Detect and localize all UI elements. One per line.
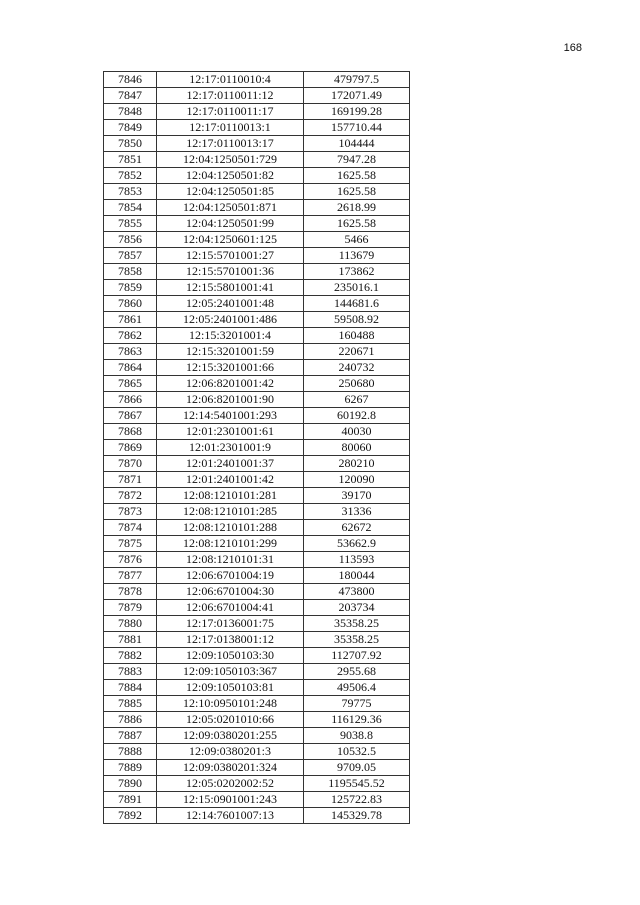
row-number-cell: 7887 [104, 728, 157, 744]
value-cell: 49506.4 [304, 680, 410, 696]
table-row [104, 616, 410, 632]
table-row [104, 456, 410, 472]
table-body [104, 72, 410, 824]
value-cell: 180044 [304, 568, 410, 584]
value-cell: 1195545.52 [304, 776, 410, 792]
value-cell: 113593 [304, 552, 410, 568]
cadastral-number-cell: 12:09:1050103:30 [157, 648, 304, 664]
table-row [104, 760, 410, 776]
value-cell: 2955.68 [304, 664, 410, 680]
table-row [104, 568, 410, 584]
row-number-cell: 7862 [104, 328, 157, 344]
table-row [104, 408, 410, 424]
row-number-cell: 7875 [104, 536, 157, 552]
row-number-cell: 7890 [104, 776, 157, 792]
cadastral-number-cell: 12:01:2301001:61 [157, 424, 304, 440]
cadastral-number-cell: 12:08:1210101:299 [157, 536, 304, 552]
value-cell: 145329.78 [304, 808, 410, 824]
value-cell: 112707.92 [304, 648, 410, 664]
row-number-cell: 7847 [104, 88, 157, 104]
table-row [104, 424, 410, 440]
cadastral-number-cell: 12:15:5701001:27 [157, 248, 304, 264]
row-number-cell: 7860 [104, 296, 157, 312]
row-number-cell: 7851 [104, 152, 157, 168]
cadastral-number-cell: 12:04:1250501:729 [157, 152, 304, 168]
cadastral-number-cell: 12:09:1050103:81 [157, 680, 304, 696]
cadastral-number-cell: 12:08:1210101:281 [157, 488, 304, 504]
table-row [104, 728, 410, 744]
table-row [104, 296, 410, 312]
row-number-cell: 7857 [104, 248, 157, 264]
cadastral-number-cell: 12:06:8201001:90 [157, 392, 304, 408]
row-number-cell: 7886 [104, 712, 157, 728]
table-row [104, 232, 410, 248]
value-cell: 125722.83 [304, 792, 410, 808]
table-row [104, 392, 410, 408]
cadastral-number-cell: 12:09:0380201:255 [157, 728, 304, 744]
table-row [104, 792, 410, 808]
cadastral-number-cell: 12:04:1250501:82 [157, 168, 304, 184]
row-number-cell: 7892 [104, 808, 157, 824]
table-row [104, 680, 410, 696]
cadastral-number-cell: 12:15:5801001:41 [157, 280, 304, 296]
value-cell: 144681.6 [304, 296, 410, 312]
value-cell: 31336 [304, 504, 410, 520]
row-number-cell: 7871 [104, 472, 157, 488]
value-cell: 104444 [304, 136, 410, 152]
value-cell: 10532.5 [304, 744, 410, 760]
row-number-cell: 7873 [104, 504, 157, 520]
value-cell: 172071.49 [304, 88, 410, 104]
value-cell: 120090 [304, 472, 410, 488]
value-cell: 9709.05 [304, 760, 410, 776]
table-row [104, 776, 410, 792]
cadastral-number-cell: 12:15:5701001:36 [157, 264, 304, 280]
cadastral-number-cell: 12:01:2401001:37 [157, 456, 304, 472]
cadastral-number-cell: 12:17:0110011:12 [157, 88, 304, 104]
cadastral-number-cell: 12:15:3201001:66 [157, 360, 304, 376]
table-row [104, 280, 410, 296]
row-number-cell: 7867 [104, 408, 157, 424]
row-number-cell: 7852 [104, 168, 157, 184]
row-number-cell: 7881 [104, 632, 157, 648]
table-row [104, 808, 410, 824]
value-cell: 1625.58 [304, 184, 410, 200]
row-number-cell: 7880 [104, 616, 157, 632]
cadastral-number-cell: 12:09:1050103:367 [157, 664, 304, 680]
value-cell: 80060 [304, 440, 410, 456]
cadastral-number-cell: 12:09:0380201:3 [157, 744, 304, 760]
value-cell: 160488 [304, 328, 410, 344]
value-cell: 157710.44 [304, 120, 410, 136]
row-number-cell: 7888 [104, 744, 157, 760]
cadastral-number-cell: 12:05:2401001:48 [157, 296, 304, 312]
row-number-cell: 7889 [104, 760, 157, 776]
row-number-cell: 7879 [104, 600, 157, 616]
cadastral-number-cell: 12:17:0138001:12 [157, 632, 304, 648]
value-cell: 473800 [304, 584, 410, 600]
page-number: 168 [563, 42, 582, 54]
row-number-cell: 7864 [104, 360, 157, 376]
cadastral-number-cell: 12:09:0380201:324 [157, 760, 304, 776]
row-number-cell: 7850 [104, 136, 157, 152]
cadastral-number-cell: 12:15:3201001:4 [157, 328, 304, 344]
cadastral-number-cell: 12:04:1250501:85 [157, 184, 304, 200]
cadastral-number-cell: 12:04:1250501:99 [157, 216, 304, 232]
value-cell: 35358.25 [304, 632, 410, 648]
table-row [104, 184, 410, 200]
table-row [104, 648, 410, 664]
row-number-cell: 7861 [104, 312, 157, 328]
cadastral-number-cell: 12:08:1210101:288 [157, 520, 304, 536]
table-row [104, 440, 410, 456]
value-cell: 235016.1 [304, 280, 410, 296]
table-row [104, 696, 410, 712]
cadastral-number-cell: 12:06:6701004:19 [157, 568, 304, 584]
value-cell: 113679 [304, 248, 410, 264]
table-row [104, 344, 410, 360]
cadastral-number-cell: 12:08:1210101:285 [157, 504, 304, 520]
value-cell: 59508.92 [304, 312, 410, 328]
value-cell: 220671 [304, 344, 410, 360]
value-cell: 116129.36 [304, 712, 410, 728]
value-cell: 173862 [304, 264, 410, 280]
row-number-cell: 7849 [104, 120, 157, 136]
row-number-cell: 7853 [104, 184, 157, 200]
row-number-cell: 7856 [104, 232, 157, 248]
cadastral-number-cell: 12:01:2301001:9 [157, 440, 304, 456]
cadastral-number-cell: 12:08:1210101:31 [157, 552, 304, 568]
row-number-cell: 7877 [104, 568, 157, 584]
row-number-cell: 7883 [104, 664, 157, 680]
cadastral-number-cell: 12:06:6701004:30 [157, 584, 304, 600]
value-cell: 2618.99 [304, 200, 410, 216]
row-number-cell: 7848 [104, 104, 157, 120]
table-row [104, 360, 410, 376]
table-row [104, 472, 410, 488]
table-row [104, 584, 410, 600]
row-number-cell: 7858 [104, 264, 157, 280]
value-cell: 9038.8 [304, 728, 410, 744]
table-row [104, 152, 410, 168]
value-cell: 1625.58 [304, 216, 410, 232]
value-cell: 6267 [304, 392, 410, 408]
cadastral-number-cell: 12:15:0901001:243 [157, 792, 304, 808]
cadastral-number-cell: 12:05:0202002:52 [157, 776, 304, 792]
cadastral-number-cell: 12:05:0201010:66 [157, 712, 304, 728]
value-cell: 203734 [304, 600, 410, 616]
value-cell: 240732 [304, 360, 410, 376]
row-number-cell: 7870 [104, 456, 157, 472]
table-row [104, 120, 410, 136]
cadastral-number-cell: 12:17:0110013:17 [157, 136, 304, 152]
row-number-cell: 7866 [104, 392, 157, 408]
table-row [104, 376, 410, 392]
row-number-cell: 7884 [104, 680, 157, 696]
value-cell: 40030 [304, 424, 410, 440]
value-cell: 79775 [304, 696, 410, 712]
table-row [104, 216, 410, 232]
value-cell: 250680 [304, 376, 410, 392]
table-row [104, 664, 410, 680]
table-row [104, 72, 410, 88]
value-cell: 169199.28 [304, 104, 410, 120]
value-cell: 39170 [304, 488, 410, 504]
cadastral-number-cell: 12:04:1250601:125 [157, 232, 304, 248]
table-row [104, 168, 410, 184]
cadastral-number-cell: 12:17:0110010:4 [157, 72, 304, 88]
table-row [104, 488, 410, 504]
row-number-cell: 7874 [104, 520, 157, 536]
table-row [104, 504, 410, 520]
table-row [104, 88, 410, 104]
row-number-cell: 7882 [104, 648, 157, 664]
value-cell: 60192.8 [304, 408, 410, 424]
row-number-cell: 7859 [104, 280, 157, 296]
row-number-cell: 7885 [104, 696, 157, 712]
table-row [104, 552, 410, 568]
value-cell: 62672 [304, 520, 410, 536]
table-row [104, 744, 410, 760]
cadastral-number-cell: 12:04:1250501:871 [157, 200, 304, 216]
cadastral-number-cell: 12:14:5401001:293 [157, 408, 304, 424]
row-number-cell: 7863 [104, 344, 157, 360]
cadastral-number-cell: 12:17:0110013:1 [157, 120, 304, 136]
row-number-cell: 7878 [104, 584, 157, 600]
table-row [104, 712, 410, 728]
cadastral-number-cell: 12:14:7601007:13 [157, 808, 304, 824]
row-number-cell: 7869 [104, 440, 157, 456]
table-row [104, 536, 410, 552]
row-number-cell: 7872 [104, 488, 157, 504]
value-cell: 280210 [304, 456, 410, 472]
row-number-cell: 7846 [104, 72, 157, 88]
table-row [104, 200, 410, 216]
table-row [104, 600, 410, 616]
table-row [104, 520, 410, 536]
cadastral-number-cell: 12:17:0136001:75 [157, 616, 304, 632]
value-cell: 35358.25 [304, 616, 410, 632]
table-row [104, 136, 410, 152]
table-row [104, 104, 410, 120]
value-cell: 5466 [304, 232, 410, 248]
cadastral-number-cell: 12:17:0110011:17 [157, 104, 304, 120]
cadastral-number-cell: 12:05:2401001:486 [157, 312, 304, 328]
table-row [104, 248, 410, 264]
row-number-cell: 7891 [104, 792, 157, 808]
cadastral-number-cell: 12:06:6701004:41 [157, 600, 304, 616]
cadastral-number-cell: 12:15:3201001:59 [157, 344, 304, 360]
value-cell: 7947.28 [304, 152, 410, 168]
cadastral-number-cell: 12:06:8201001:42 [157, 376, 304, 392]
cadastral-number-cell: 12:10:0950101:248 [157, 696, 304, 712]
cadastral-number-cell: 12:01:2401001:42 [157, 472, 304, 488]
value-cell: 1625.58 [304, 168, 410, 184]
row-number-cell: 7854 [104, 200, 157, 216]
row-number-cell: 7876 [104, 552, 157, 568]
value-cell: 479797.5 [304, 72, 410, 88]
table-row [104, 328, 410, 344]
table-row [104, 264, 410, 280]
row-number-cell: 7868 [104, 424, 157, 440]
data-table [103, 71, 410, 824]
table-row [104, 312, 410, 328]
value-cell: 53662.9 [304, 536, 410, 552]
row-number-cell: 7855 [104, 216, 157, 232]
table-row [104, 632, 410, 648]
row-number-cell: 7865 [104, 376, 157, 392]
